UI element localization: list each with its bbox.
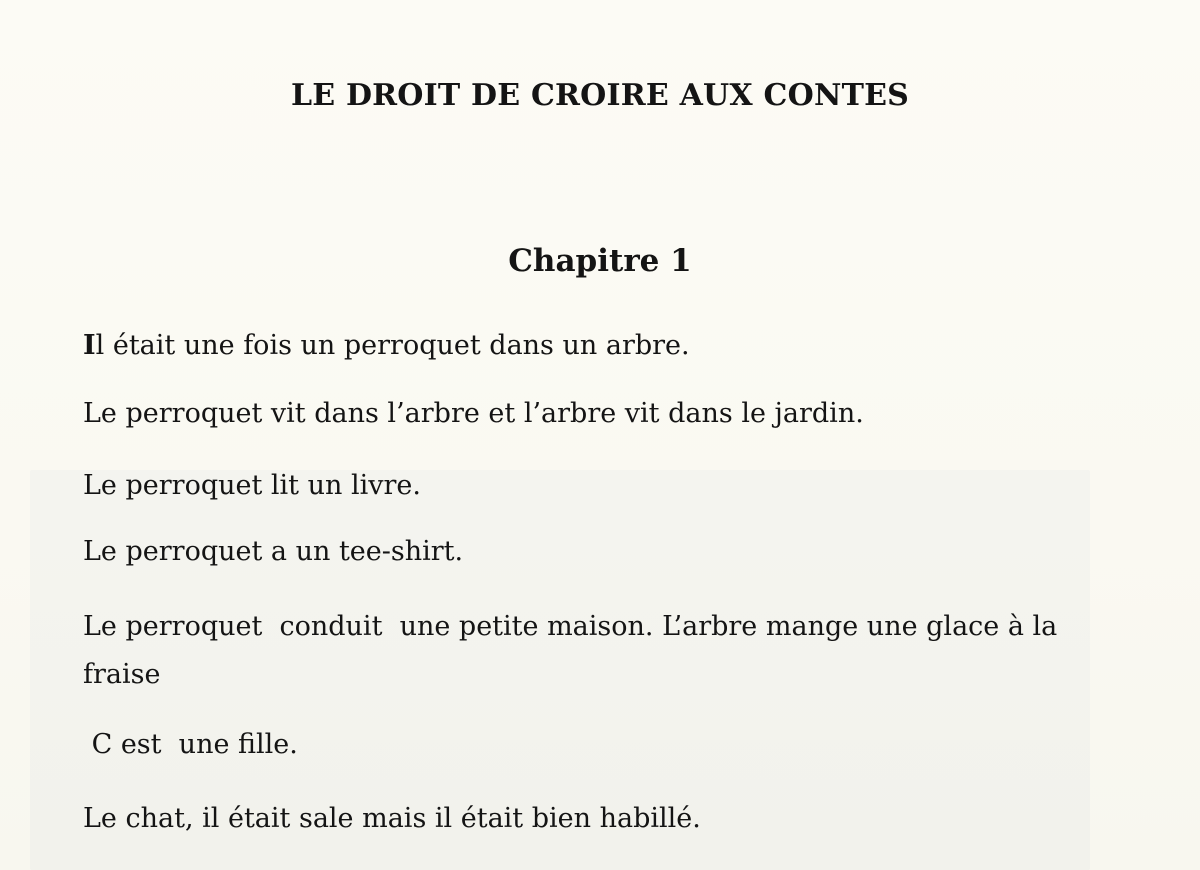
story-line-4: Le perroquet a un tee-shirt. (83, 536, 464, 567)
chapter-heading: Chapitre 1 (508, 243, 692, 279)
story-line-5: Le perroquet conduit une petite maison. L’arbre mange une glace à la fraise (83, 611, 1066, 690)
story-line-2: Le perroquet vit dans l’arbre et l’arbre vit dans le jardin. (83, 398, 864, 429)
story-line-7: Le chat, il était sale mais il était bien habillé. (83, 803, 701, 834)
story-line-3: Le perroquet lit un livre. (83, 470, 421, 501)
drop-letter: I (83, 330, 96, 361)
document-title: LE DROIT DE CROIRE AUX CONTES (290, 78, 910, 113)
story-line-1-text: l était une fois un perroquet dans un arbre. (95, 330, 690, 361)
story-line-1 (83, 322, 690, 370)
story-line-6: C est une fille. (83, 729, 298, 760)
